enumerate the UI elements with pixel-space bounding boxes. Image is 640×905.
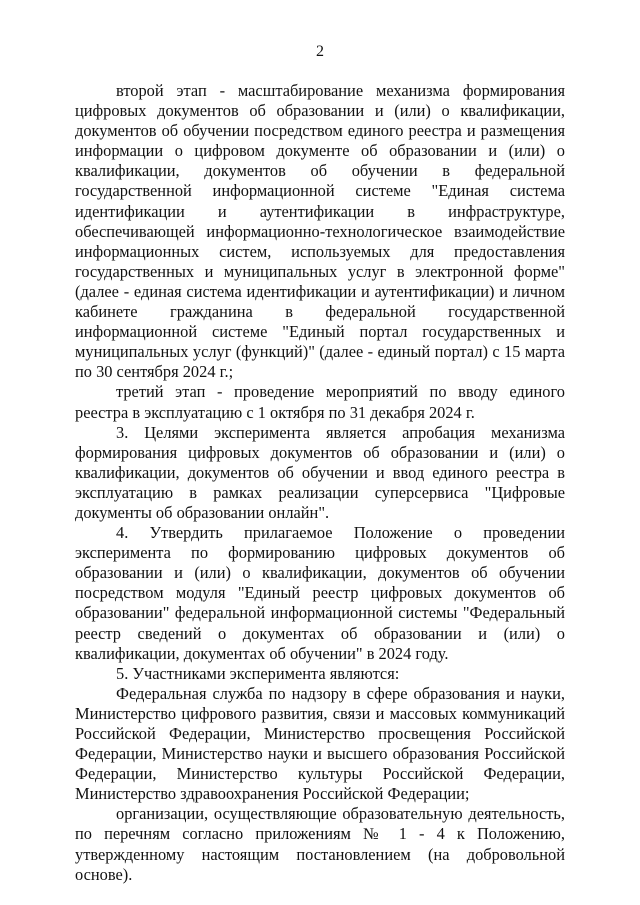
paragraph-participants-ministries: Федеральная служба по надзору в сфере образования и науки, Министерство цифрового развития, связи и массовых коммуникаций Российской Федерации, Министерство просвещения Российской Федерации, Министерство науки и высшего образования Российской Федерации, Министерство культуры Российской Федерации, Министерство здравоохранения Российской Федерации; (75, 683, 565, 804)
paragraph-second-stage: второй этап - масштабирование механизма формирования цифровых документов об образовании и (или) о квалификации, документов об обучении посредством единого реестра и размещения информации о цифровом документе об образовании и (или) о квалификации, документов об обучении в федеральной государственной информационной системе "Единая система идентификации и аутентификации в инфраструктуре, обеспечивающей информационно-технологическое взаимодействие информационных систем, используемых для предоставления государственных и муниципальных услуг в электронной форме" (далее - единая система идентификации и аутентификации) и личном кабинете гражданина в федеральной государственной информационной системе "Единый портал государственных и муниципальных услуг (функций)" (далее - единый портал) с 15 марта по 30 сентября 2024 г.; (75, 81, 565, 382)
paragraph-participants-organizations: организации, осуществляющие образовательную деятельность, по перечням согласно приложениям № 1 - 4 к Положению, утвержденному настоящим постановлением (на добровольной основе). (75, 804, 565, 884)
paragraph-participants-heading: 5. Участниками эксперимента являются: (116, 663, 400, 683)
paragraph-goals: 3. Целями эксперимента является апробация механизма формирования цифровых документов об образовании и (или) о квалификации, документов об обучении и ввод единого реестра в эксплуатацию в рамках реализации суперсервиса "Цифровые документы об образовании онлайн". (75, 422, 565, 522)
paragraph-third-stage: третий этап - проведение мероприятий по вводу единого реестра в эксплуатацию с 1 октября по 31 декабря 2024 г. (75, 382, 565, 422)
document-body (75, 81, 565, 885)
paragraph-approve-regulation: 4. Утвердить прилагаемое Положение о проведении эксперимента по формированию цифровых документов об образовании и (или) о квалификации, документов об обучении посредством модуля "Единый реестр цифровых документов об образовании" федеральной информационной системы "Федеральный реестр сведений о документах об образовании и (или) о квалификации, документах об обучении" в 2024 году. (75, 523, 565, 663)
page-number: 2 (316, 43, 324, 60)
